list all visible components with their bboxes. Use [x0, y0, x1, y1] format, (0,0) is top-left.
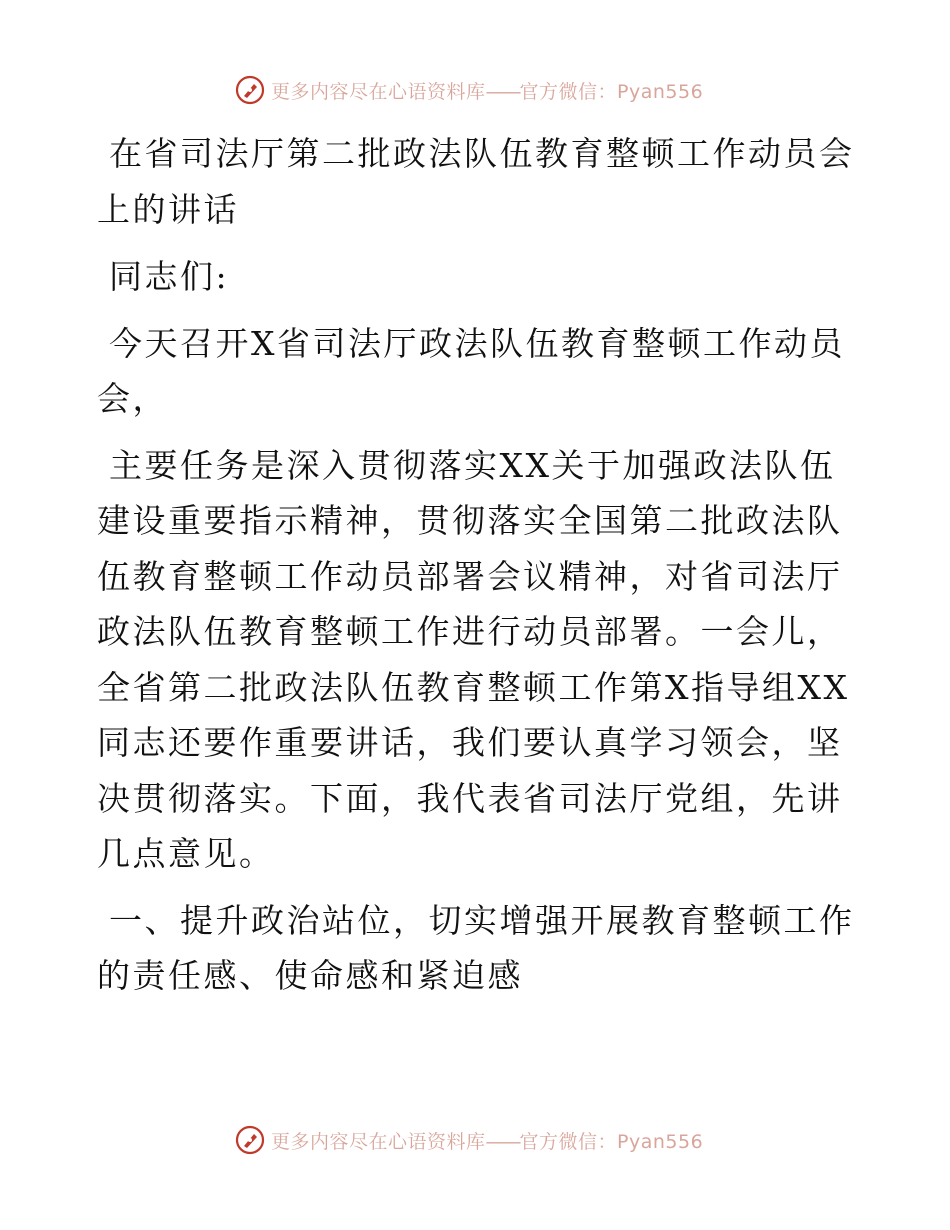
- pen-nib-logo-icon: [235, 1125, 265, 1155]
- section-heading-1: 一、提升政治站位，切实增强开展教育整顿工作的责任感、使命感和紧迫感: [97, 900, 855, 995]
- header-watermark: [235, 72, 715, 108]
- paragraph-1: 今天召开X省司法厅政法队伍教育整顿工作动员会，: [97, 323, 845, 418]
- salutation: 同志们:: [109, 257, 230, 296]
- document-title: 在省司法厅第二批政法队伍教育整顿工作动员会上的讲话: [97, 134, 855, 229]
- paragraph-2: 主要任务是深入贯彻落实XX关于加强政法队伍建设重要指示精神，贯彻落实全国第二批政法队伍教育整顿工作动员部署会议精神，对省司法厅政法队伍教育整顿工作进行动员部署。一会儿，全省第二批政法队伍教育整顿工作第X指导组XX同志还要作重要讲话，我们要认真学习领会，坚决贯彻落实。下面，我代表省司法厅党组，先讲几点意见。: [97, 445, 850, 873]
- footer-watermark: [235, 1122, 715, 1158]
- watermark-text: 更多内容尽在心语资料库——官方微信：Pyan556: [271, 1130, 704, 1153]
- watermark-text: 更多内容尽在心语资料库——官方微信：Pyan556: [271, 80, 704, 103]
- pen-nib-logo-icon: [235, 75, 265, 105]
- document-body: [97, 126, 857, 1004]
